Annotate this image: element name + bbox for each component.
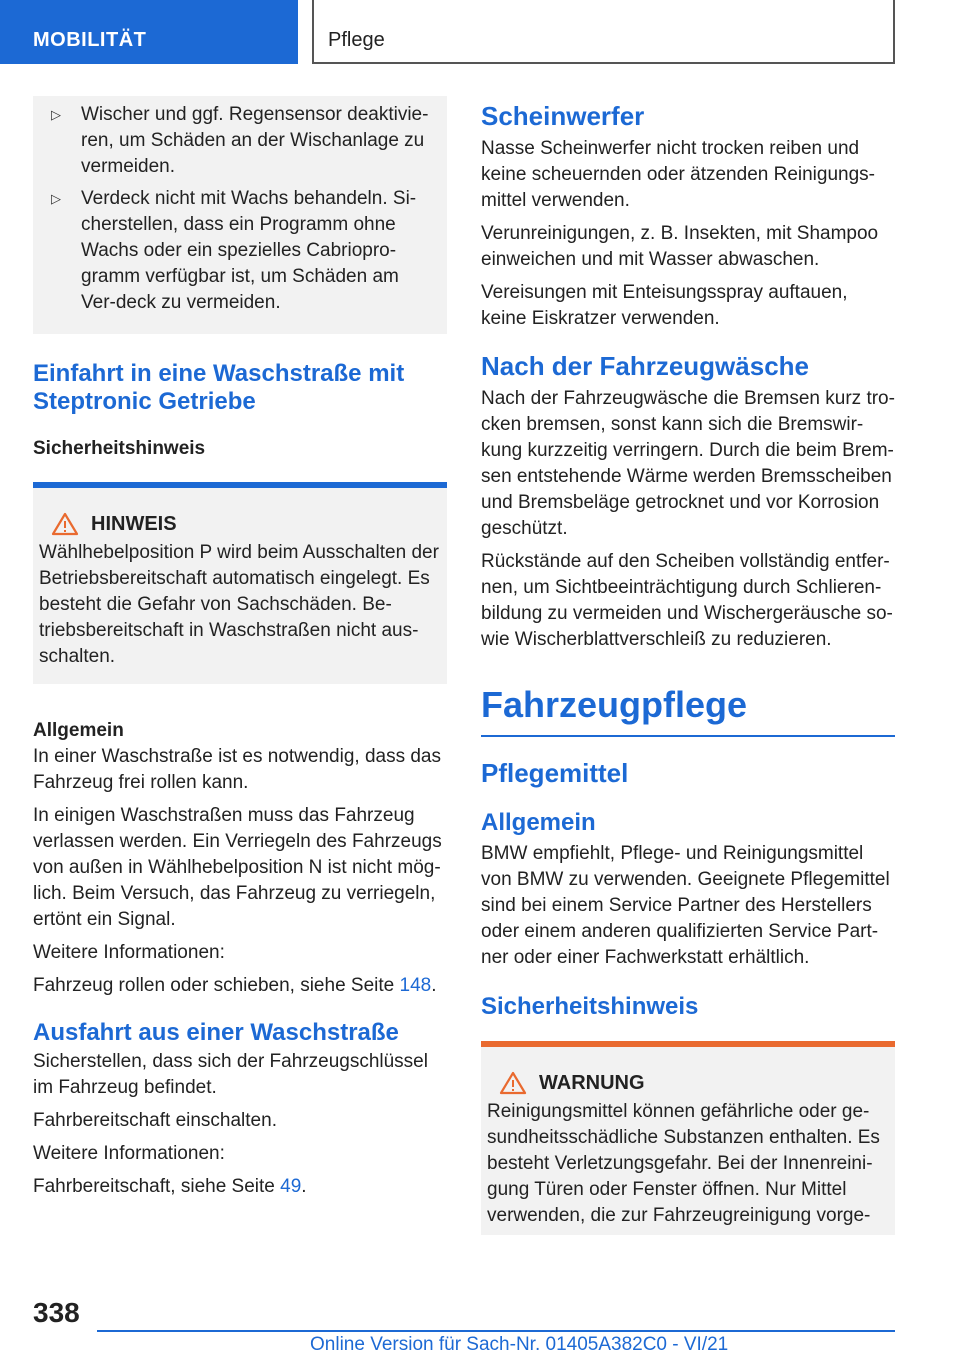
paragraph: In einigen Waschstraßen muss das Fahrzeug verlassen werden. Ein Verriegeln des Fahrzeugs von außen in Wählhebelposition N ist nicht mög‐lich. Beim Versuch, das Fahrzeug zu verriegeln, ertönt ein Signal. bbox=[33, 805, 442, 930]
hinweis-box bbox=[33, 482, 447, 684]
paragraph: Weitere Informationen: bbox=[33, 1143, 225, 1164]
paragraph: Vereisungen mit Enteisungsspray auftauen, keine Eiskratzer verwenden. bbox=[481, 282, 848, 329]
list-item: ▷ Verdeck nicht mit Wachs behandeln. Si‐cherstellen, dass ein Programm ohne Wachs oder ein spezielles Cabriopro‐gramm verfügbar ist, um Schäden am Ver‐deck zu vermeiden. bbox=[51, 188, 417, 313]
triangle-bullet-icon: ▷ bbox=[51, 191, 61, 206]
heading-scheinwerfer: Scheinwerfer bbox=[481, 101, 645, 131]
bullet-list bbox=[33, 96, 447, 334]
hinweis-header: HINWEIS bbox=[39, 488, 441, 540]
chapter-tab[interactable]: MOBILITÄT bbox=[0, 0, 298, 64]
paragraph: Fahrbereitschaft, siehe Seite 49. bbox=[33, 1176, 307, 1197]
hinweis-text: Wählhebelposition P wird beim Ausschalten der Betriebsbereitschaft automatisch eingelegt. Es besteht die Gefahr von Sachschäden. Be‐triebsbereitschaft in Waschstraßen nicht aus‐schalten. bbox=[39, 542, 439, 667]
left-column bbox=[33, 96, 447, 1207]
paragraph: Nach der Fahrzeugwäsche die Bremsen kurz tro‐cken bremsen, sonst kann sich die Bremswir‐kung kurzzeitig verringern. Durch die beim Brem‐sen entstehende Wärme werden Bremsscheiben und Bremsbeläge getrocknet und vor Korrosion geschützt. bbox=[481, 388, 895, 539]
page-link-49[interactable]: 49 bbox=[280, 1176, 302, 1197]
heading-einfahrt: Einfahrt in eine Waschstraße mit Steptronic Getriebe bbox=[33, 360, 405, 415]
footer-version-text: Online Version für Sach-Nr. 01405A382C0 - VI/21 bbox=[310, 1334, 729, 1355]
section-title: Pflege bbox=[312, 0, 895, 64]
heading-allgemein: Allgemein bbox=[33, 720, 124, 741]
paragraph: Fahrzeug rollen oder schieben, siehe Seite 148. bbox=[33, 975, 437, 996]
heading-sicherheitshinweis: Sicherheitshinweis bbox=[33, 438, 206, 459]
paragraph: Fahrbereitschaft einschalten. bbox=[33, 1110, 277, 1131]
footer-divider bbox=[97, 1330, 895, 1332]
paragraph: Sicherstellen, dass sich der Fahrzeugschlüssel im Fahrzeug befindet. bbox=[33, 1051, 428, 1098]
triangle-bullet-icon: ▷ bbox=[51, 107, 61, 122]
list-item: ▷ Wischer und ggf. Regensensor deaktivie‐ren, um Schäden an der Wischanlage zu vermeiden. bbox=[51, 104, 429, 177]
heading-pflegemittel: Pflegemittel bbox=[481, 758, 629, 788]
warnung-text: Reinigungsmittel können gefährliche oder ge‐sundheitsschädliche Substanzen enthalten. Es besteht Verletzungsgefahr. Bei der Innenreini‐gung Türen oder Fenster öffnen. Nur Mittel verwenden, die zur Fahrzeugreinigung vorge‐ bbox=[487, 1101, 880, 1226]
warning-triangle-icon bbox=[51, 512, 79, 536]
paragraph: Nasse Scheinwerfer nicht trocken reiben und keine scheuernden oder ätzenden Reinigungs‐mittel verwenden. bbox=[481, 138, 875, 211]
chapter-heading-fahrzeugpflege: Fahrzeugpflege bbox=[481, 683, 895, 737]
heading-nach-fahrzeugwaesche: Nach der Fahrzeugwäsche bbox=[481, 351, 809, 381]
paragraph: Rückstände auf den Scheiben vollständig entfer‐nen, um Sichtbeeinträchtigung durch Schlieren‐bildung zu vermeiden und Wischergeräusche so‐wie Wischerblattverschleiß zu reduzieren. bbox=[481, 551, 893, 650]
page-link-148[interactable]: 148 bbox=[399, 975, 432, 996]
heading-sicherheitshinweis-right: Sicherheitshinweis bbox=[481, 993, 699, 1020]
paragraph: In einer Waschstraße ist es notwendig, dass das Fahrzeug frei rollen kann. bbox=[33, 746, 441, 793]
heading-allgemein-right: Allgemein bbox=[481, 809, 596, 836]
warnung-box bbox=[481, 1041, 895, 1235]
warnung-header: WARNUNG bbox=[487, 1047, 889, 1099]
heading-ausfahrt: Ausfahrt aus einer Waschstraße bbox=[33, 1019, 399, 1046]
warning-triangle-icon bbox=[499, 1071, 527, 1095]
page-number: 338 bbox=[33, 1297, 80, 1328]
paragraph: Weitere Informationen: bbox=[33, 942, 225, 963]
paragraph: BMW empfiehlt, Pflege- und Reinigungsmittel von BMW zu verwenden. Geeignete Pflegemittel sind bei einem Service Partner des Herstellers oder einem anderen qualifizierten Service Part‐ner oder einer Fachwerkstatt erhältlich. bbox=[481, 843, 890, 968]
paragraph: Verunreinigungen, z. B. Insekten, mit Shampoo einweichen und mit Wasser abwaschen. bbox=[481, 223, 879, 270]
right-column bbox=[481, 102, 895, 1261]
